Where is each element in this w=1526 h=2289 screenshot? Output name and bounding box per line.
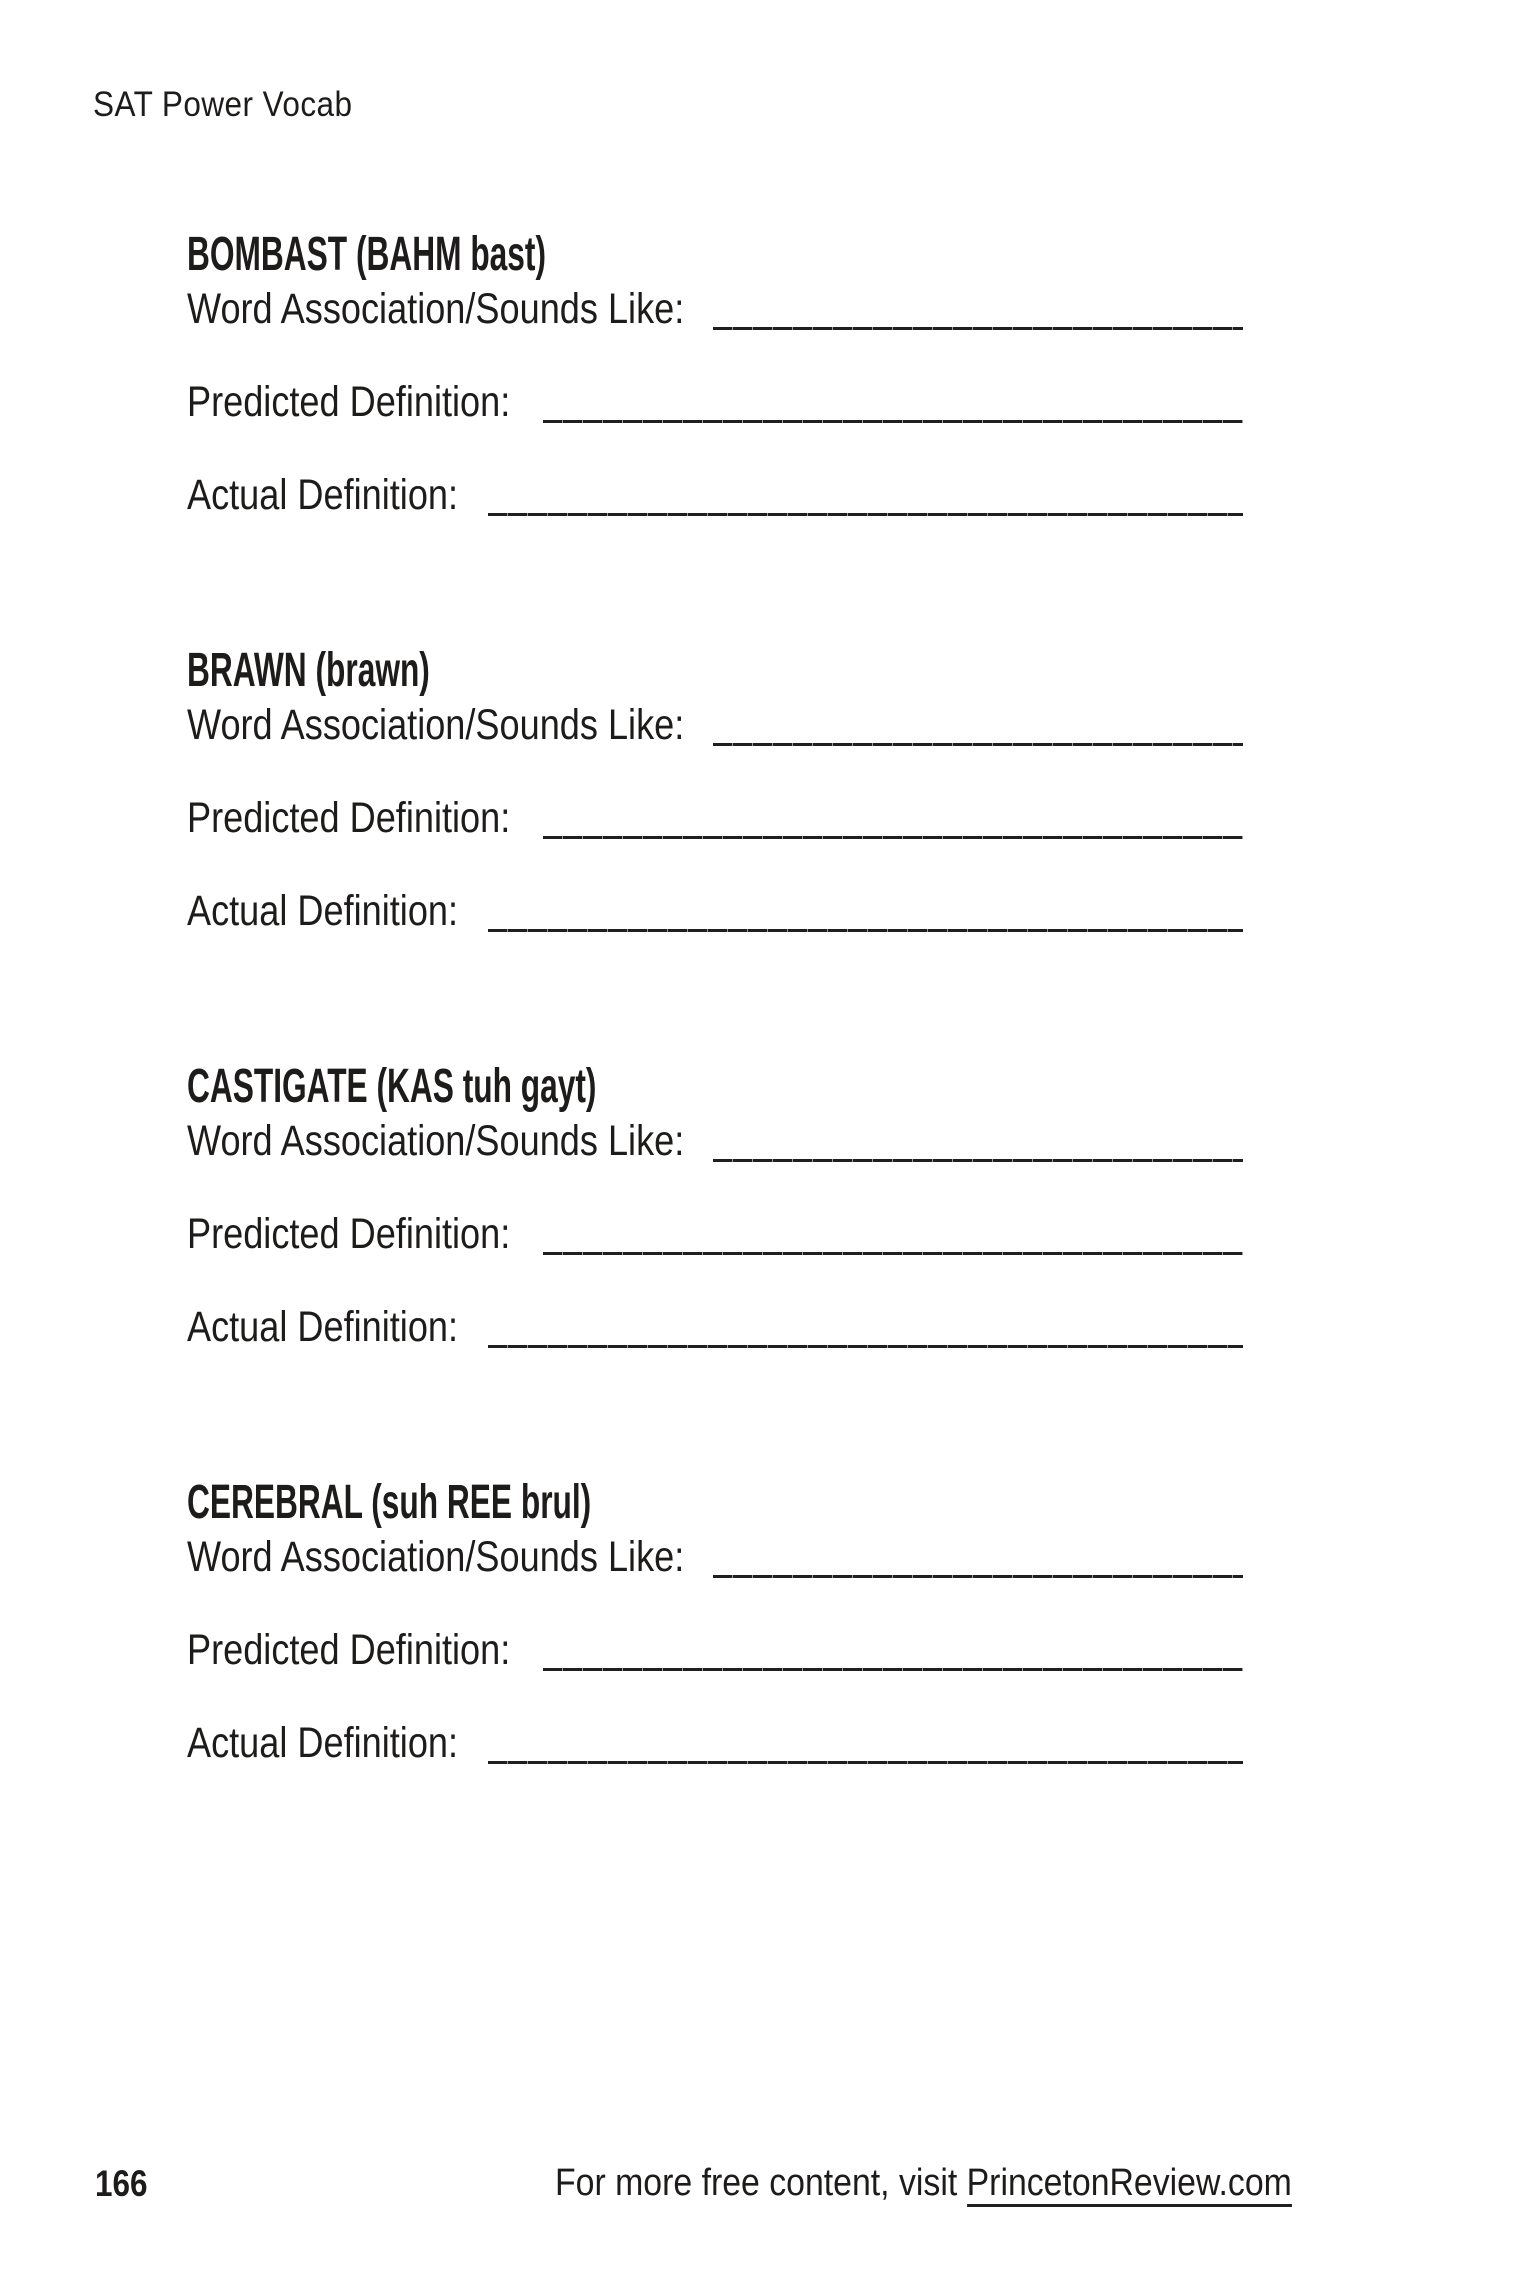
word-association-label: Word Association/Sounds Like: <box>187 701 685 749</box>
predicted-definition-label: Predicted Definition: <box>187 1210 511 1258</box>
footer <box>555 2164 1292 2202</box>
predicted-definition-blank-line <box>543 1668 1243 1671</box>
footer-text: For more free content, visit <box>555 2162 967 2204</box>
vocab-entry <box>0 1012 1526 1428</box>
actual-definition-blank-line <box>488 513 1243 516</box>
actual-definition-blank-line <box>488 929 1243 932</box>
actual-definition-blank-line <box>488 1345 1243 1348</box>
page-header-title: SAT Power Vocab <box>93 85 353 124</box>
word-association-label: Word Association/Sounds Like: <box>187 1533 685 1581</box>
predicted-definition-blank-line <box>543 420 1243 423</box>
actual-definition-label: Actual Definition: <box>187 1303 459 1351</box>
vocab-entry <box>0 1428 1526 1844</box>
footer-link-princetonreview[interactable]: PrincetonReview.com <box>967 2162 1292 2207</box>
predicted-definition-label: Predicted Definition: <box>187 378 511 426</box>
actual-definition-blank-line <box>488 1761 1243 1764</box>
word-association-label: Word Association/Sounds Like: <box>187 285 685 333</box>
word-association-blank-line <box>713 1159 1243 1162</box>
vocab-word-heading: CASTIGATE (KAS tuh gayt) <box>187 1059 597 1113</box>
vocab-word-heading: CEREBRAL (suh REE brul) <box>187 1475 592 1529</box>
predicted-definition-blank-line <box>543 836 1243 839</box>
word-association-label: Word Association/Sounds Like: <box>187 1117 685 1165</box>
actual-definition-label: Actual Definition: <box>187 1719 459 1767</box>
predicted-definition-blank-line <box>543 1252 1243 1255</box>
word-association-blank-line <box>713 1575 1243 1578</box>
word-association-blank-line <box>713 743 1243 746</box>
vocab-word-heading: BRAWN (brawn) <box>187 643 430 697</box>
page-number: 166 <box>95 2163 148 2204</box>
predicted-definition-label: Predicted Definition: <box>187 794 511 842</box>
vocab-word-heading: BOMBAST (BAHM bast) <box>187 227 547 281</box>
actual-definition-label: Actual Definition: <box>187 471 459 519</box>
actual-definition-label: Actual Definition: <box>187 887 459 935</box>
vocab-entry <box>0 180 1526 596</box>
word-association-blank-line <box>713 327 1243 330</box>
vocab-entry <box>0 596 1526 1012</box>
predicted-definition-label: Predicted Definition: <box>187 1626 511 1674</box>
